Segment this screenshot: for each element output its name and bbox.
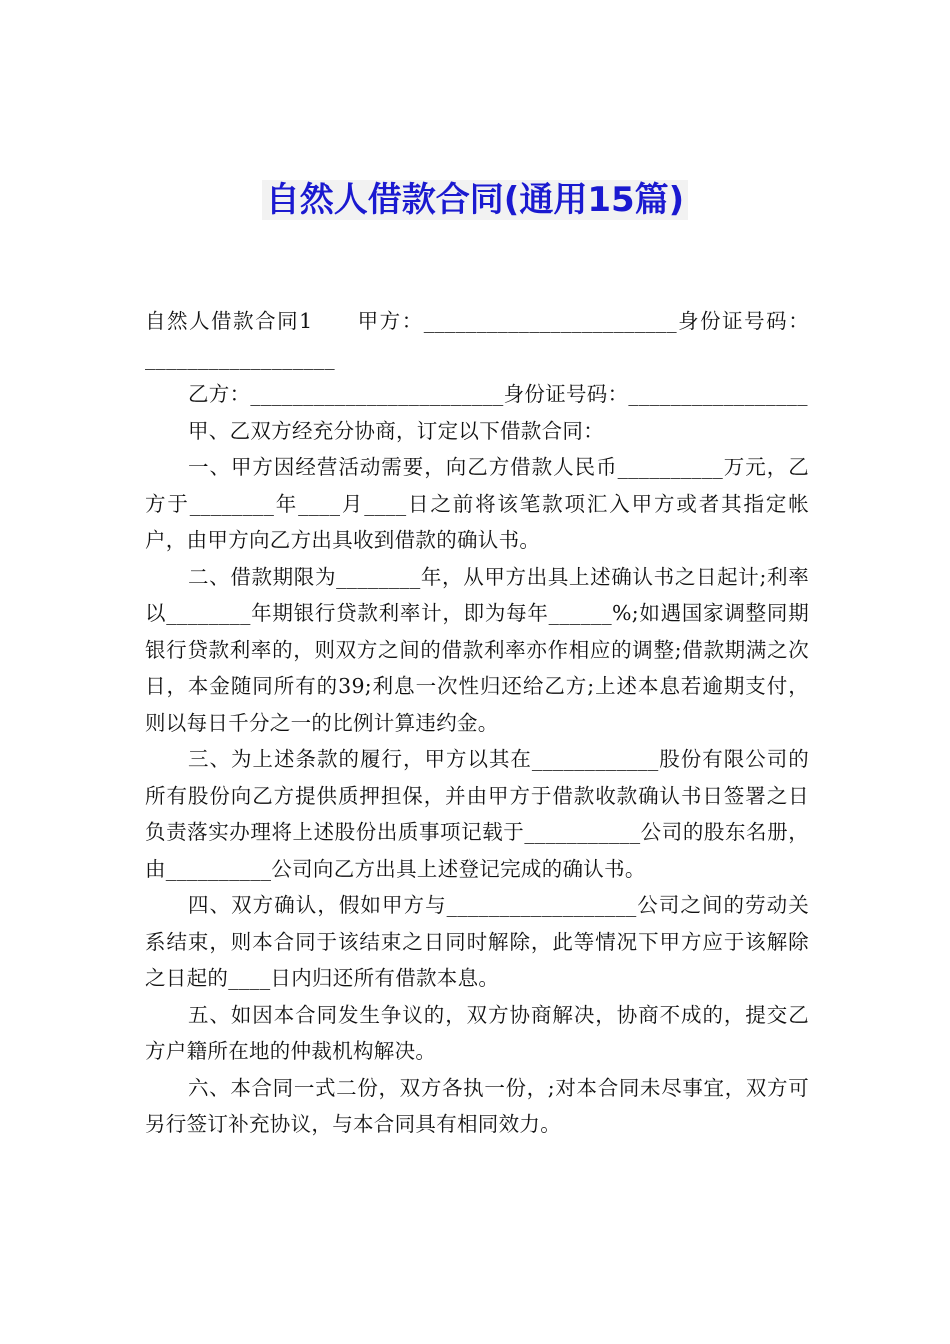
document-title-text: 自然人借款合同(通用15篇) [262, 180, 688, 220]
paragraph-clause-5: 五、如因本合同发生争议的，双方协商解决，协商不成的，提交乙方户籍所在地的仲裁机构解决。 [145, 1002, 809, 1063]
document-title [0, 176, 950, 224]
paragraph-party-b: 乙方：________________________身份证号码：_________________ [188, 382, 808, 406]
paragraph-clause-6: 六、本合同一式二份，双方各执一份，;对本合同未尽事宜，双方可另行签订补充协议，与本合同具有相同效力。 [145, 1075, 809, 1136]
paragraph-clause-3: 三、为上述条款的履行，甲方以其在____________股份有限公司的所有股份向乙方提供质押担保，并由甲方于借款收款确认书日签署之日负责落实办理将上述股份出质事项记载于___________公司的股东名册，由__________公司向乙方出具上述登记完成的确认书。 [145, 747, 809, 881]
paragraph-clause-1: 一、甲方因经营活动需要，向乙方借款人民币__________万元，乙方于________年____月____日之前将该笔款项汇入甲方或者其指定帐户，由甲方向乙方出具收到借款的确认书。 [145, 455, 809, 552]
document-body [145, 303, 809, 1143]
paragraph-clause-2: 二、借款期限为________年，从甲方出具上述确认书之日起计;利率以________年期银行贷款利率计，即为每年______%;如遇国家调整同期银行贷款利率的，则双方之间的借款利率亦作相应的调整;借款期满之次日，本金随同所有的39;利息一次性归还给乙方;上述本息若逾期支付，则以每日千分之一的比例计算违约金。 [145, 564, 809, 735]
paragraph-agreement: 甲、乙双方经充分协商，订定以下借款合同： [188, 418, 604, 443]
paragraph-intro-party-a: 自然人借款合同1 甲方：________________________身份证号码：__________________ [145, 309, 809, 370]
paragraph-clause-4: 四、双方确认，假如甲方与__________________公司之间的劳动关系结束，则本合同于该结束之日同时解除，此等情况下甲方应于该解除之日起的____日内归还所有借款本息。 [145, 893, 809, 990]
